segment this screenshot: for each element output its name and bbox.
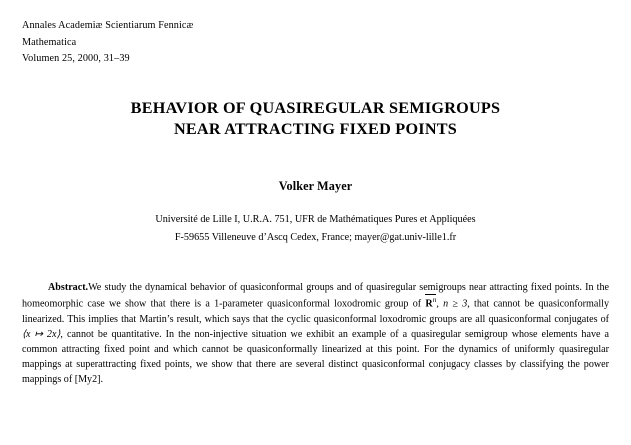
abstract-paragraph <box>22 280 609 387</box>
title-line-2: NEAR ATTRACTING FIXED POINTS <box>173 120 458 139</box>
math-cyclic-group: ⟨x ↦ 2x⟩ <box>22 328 61 340</box>
affiliation-line-1: Université de Lille I, U.R.A. 751, UFR de Mathématiques Pures et Appliquées <box>155 214 476 226</box>
journal-name: Annales Academiæ Scientiarum Fennicæ <box>22 20 194 31</box>
abstract-text-part-2: , <box>436 298 444 310</box>
journal-header <box>22 18 609 68</box>
math-r-n <box>425 295 436 312</box>
math-r-exponent: n <box>432 296 437 305</box>
math-n-ge-3: n ≥ 3 <box>443 298 468 310</box>
author-name: Volker Mayer <box>278 179 353 194</box>
abstract-label: Abstract. <box>48 281 89 293</box>
journal-volume-info: Volumen 25, 2000, 31–39 <box>22 53 130 65</box>
author-affiliation <box>22 211 609 247</box>
journal-series: Mathematica <box>22 36 77 48</box>
title-line-1: BEHAVIOR OF QUASIREGULAR SEMIGROUPS <box>130 98 501 117</box>
affiliation-line-2: F-59655 Villeneuve d’Ascq Cedex, France; mayer@gat.univ-lille1.fr <box>174 232 457 244</box>
math-r-base: R <box>425 298 433 310</box>
abstract-text-part-3: , that cannot be quasiconformally linearized. This implies that Martin’s result, which says that the cyclic quasiconformal loxodromic groups are all quasiconformal conjugates of <box>22 298 610 325</box>
abstract-text-part-1: We study the dynamical behavior of quasiconformal groups and of quasiregular semigroups near attracting fixed points. In the homeomorphic case we show that there is a 1-parameter quasiconformal loxodromic group of <box>22 281 609 310</box>
abstract-text-part-4: , cannot be quantitative. In the non-injective situation we exhibit an example of a quasiregular semigroup whose elements have a common attracting fixed point and which cannot be quasiconformally linearized at this point. For the dynamics of uniformly quasiregular mappings at superattracting fixed points, we show that there are several distinct quasiconformal conjugacy classes by classifying the power mappings of [My2]. <box>22 328 609 386</box>
page-title <box>22 98 609 142</box>
